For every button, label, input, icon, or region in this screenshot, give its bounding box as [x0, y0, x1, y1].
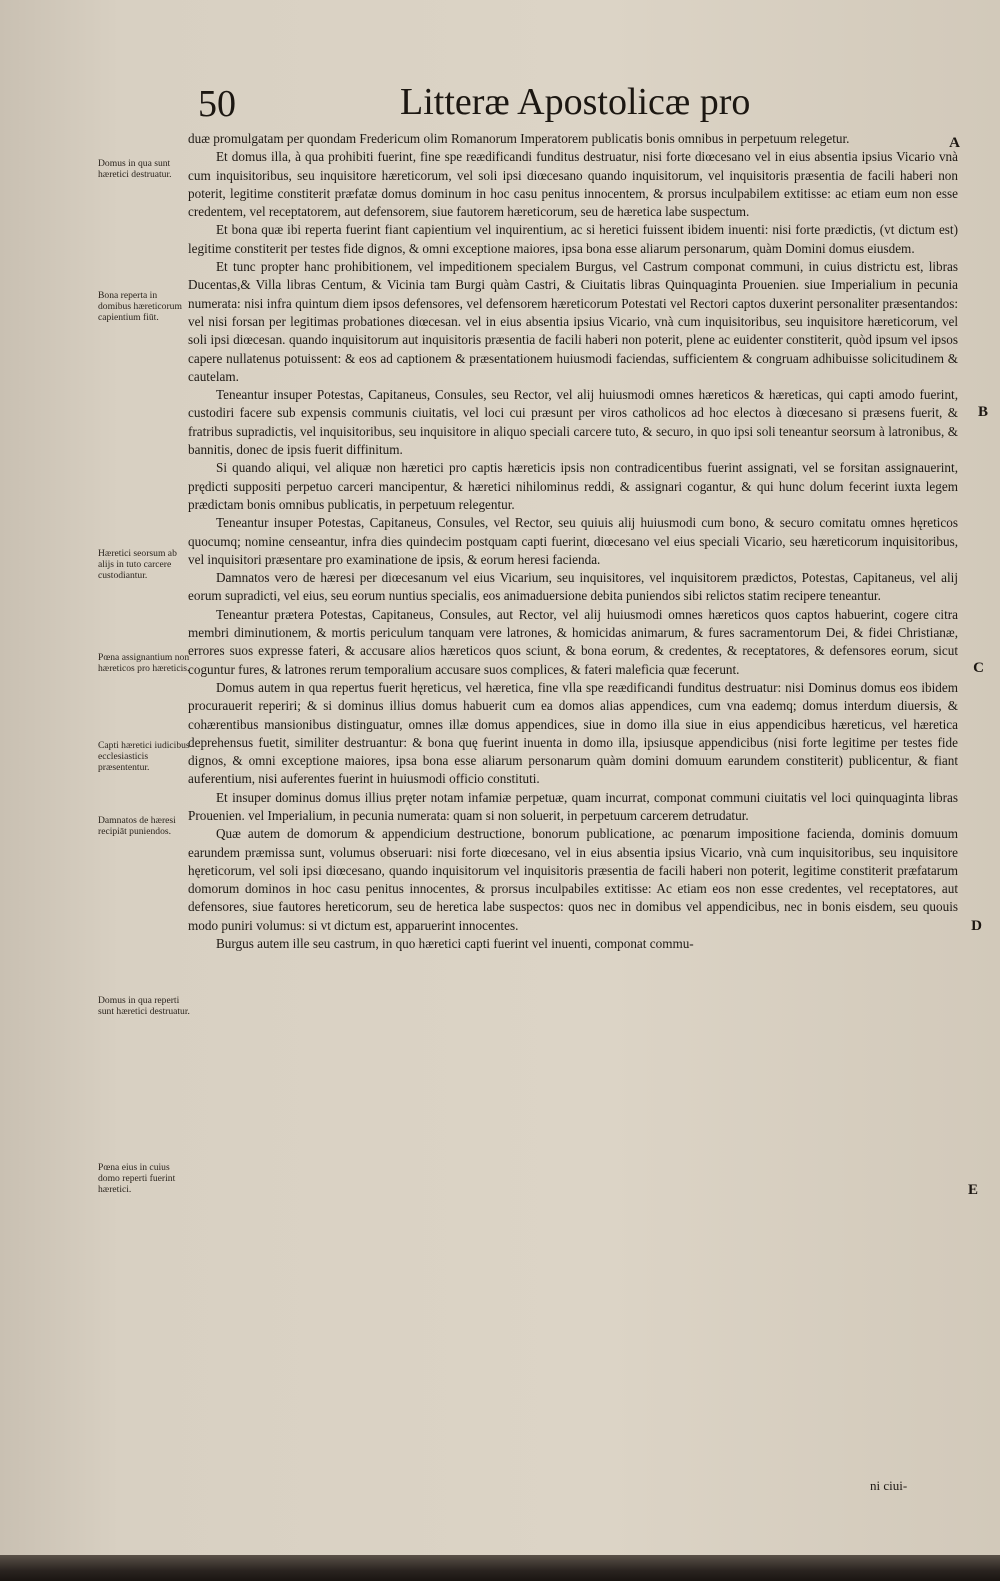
paragraph: Damnatos vero de hæresi per diœcesanum vel eius Vicarium, seu inquisitores, vel inquisitorem prædictos, Potestas, Capitaneus, vel alij eorum supradicti, vel eius, seu eorum nuntius specialis, eos animaduersione debita puniendos sibi relictos statim recipere teneantur. [188, 570, 958, 604]
page-header [190, 78, 750, 138]
running-title: Litteræ Apostolicæ pro [400, 81, 751, 123]
paragraph: Burgus autem ille seu castrum, in quo hæretici capti fuerint vel inuenti, componat commu- [216, 936, 694, 952]
section-marker-b: B [977, 404, 988, 420]
marginal-note: Pœna eius in cuius domo reperti fuerint hæretici. [98, 1162, 176, 1195]
paragraph: Et tunc propter hanc prohibitionem, vel impeditionem specialem Burgus, vel Castrum componat communi, in cuius districtu est, libras Ducentas,& Villa libras Centum, & Vicinia tam Burgi quàm Castri, & Ciuitatis libras Quinquaginta Prouenien. siue Imperialium in pecunia numerata: nisi infra quintum diem ipsos defensores, vel defensorem hæreticorum Potestati vel Rectori captos duxerint personaliter præsentandos: vel nisi forsan per legitimas probationes diœcesan. vel in eius absentia ipsius Vicario, vnà cum inquisitoribus, seu inquisitore hæreticorum, vel soli ipsi diœcesan. quando inquisitorum aut inquisitoris præsentia de facili haberi non poterit, plene ac euidenter constiterit, quòd ipsum vel ipsos capere nullatenus potuissent: & eos ad captionem & præsentationem huiusmodi faciendas, sufficientem & congruam adhibuisse solicitudinem & cautelam. [188, 259, 958, 384]
paragraph: Et insuper dominus domus illius pręter notam infamiæ perpetuæ, quam incurrat, componat communi ciuitatis vel loci quinquaginta libras Prouenien. vel Imperialium, in pecunia numerata: quam si non soluerit, in perpetuum carcerem detrudatur. [188, 789, 958, 823]
paragraph: Teneantur insuper Potestas, Capitaneus, Consules, seu Rector, vel alij huiusmodi omnes hæreticos & hæreticas, qui capti amodo fuerint, custodiri facere sub expensis communis ciuitatis, vel loci cui præsunt per viros catholicos ad hoc electos à diœcesano si præsens fuerit, & fratribus supradictis, vel inquisitoribus, seu inquisitore in aliquo speciali carcere tuto, & securo, in quo ipsi soli teneantur seorsum à latronibus, & bannitis, donec de ipsis fuerit diffinitum. [188, 387, 958, 458]
paragraph: Si quando aliqui, vel aliquæ non hæretici pro captis hæreticis ipsis non contradicentibus fuerint assignati, vel se forsitan assignauerint, prędicti suppositi perpetuo carceri mancipentur, & hæretici nihilominus reddi, & assignari cogantur, & qui hunc dolum fecerint iuxta legem prædictam bonis omnibus publicatis, in perpetuum relegentur. [188, 460, 958, 512]
marginal-note: Damnatos de hæresi recipiāt puniendos. [98, 815, 176, 837]
section-marker-d: D [971, 918, 982, 934]
paragraph: Quæ autem de domorum & appendicium destructione, bonorum publicatione, ac pœnarum impositione facienda, dominis domuum earundem præmissa sunt, volumus obseruari: nisi forte diœcesano, vel in eius absentia ipsius Vicario, vnà cum inquisitoribus, seu inquisitore hęreticorum, vel soli ipsi diœcesano, quando inquisitorum vel inquisitoris præsentia de facili haberi non poterit, legitime constiterit præfatarum domorum dominos in hoc casu penitus innocentes, & prorsus inculpabiles extitisse: Ac etiam eos non esse credentes, vel receptatores, aut defensores, siue fautores hereticorum, seu de heretica labe suspectos: quos nec in domibus vel appendicibus, nec in bonis eisdem, seu quouis modo puniri volumus: si vt dictum est, apparuerint innocentes. [188, 826, 958, 933]
section-marker-c: C [973, 660, 984, 676]
paragraph: Et bona quæ ibi reperta fuerint fiant capientium vel inquirentium, ac si heretici fuissent ibidem inuenti: nisi forte prædictis, (vt dictum est) legitime constiterit per testes fide dignos, & omni exceptione maiores, ipsa bona esse aliarum personarum, quàm Domini domus eiusdem. [188, 222, 958, 256]
catchword: ni ciui- [870, 1478, 908, 1493]
paragraph: Domus autem in qua repertus fuerit hęreticus, vel hæretica, fine vlla spe reædificandi funditus destruatur: nisi Dominus domus eos ibidem procurauerit reperiri; & si dominus illius domus habuerit cum ea domos alias appendices, cum vna eademq; domus interdum diuersis, & cohærentibus mansionibus distinguatur, omnes illæ domus appendices, siue in domo illa siue in eius appendicibus hæreticus, vel hæretica deprehensus fuetit, similiter destruantur: & bona quę fuerint inuenta in domo illa, ipsiusque appendicibus (nisi forte legitime per testes fide dignos, & omni exceptione maiores, ipsa bona esse aliarum personarum quàm domini domuum earundem constiterit) publicentur, & fiant auferentium, nisi auferentes fuerint in huiusmodi officio constituti. [188, 679, 958, 787]
marginal-note: Pœna assignantium non hæreticos pro hæreticis. [98, 652, 190, 674]
marginal-note: Capti hæretici iudicibus ecclesiasticis præsententur. [98, 740, 190, 773]
paragraph: Teneantur insuper Potestas, Capitaneus, Consules, vel Rector, seu quiuis alij huiusmodi cum bono, & securo comitatu omnes hęreticos quocumq; nomine censeantur, infra dies quindecim postquam capti fuerint, diœcesano vel eius speciali Vicario, seu hæreticorum inquisitoribus, vel inquisitori præsentare pro examinatione de ipsis, & eorum heresi facienda. [188, 515, 958, 567]
paragraph: duæ promulgatam per quondam Fredericum olim Romanorum Imperatorem publicatis bonis omnibus in perpetuum relegetur. [188, 131, 850, 146]
paragraph: Et domus illa, à qua prohibiti fuerint, fine spe reædificandi funditus destruatur, nisi forte diœcesano vel in eius absentia ipsius Vicario vnà cum inquisitoribus, seu inquisitore hæreticorum, vel soli ipsi diœcesano quando inquisitorum, vel inquisitoris præsentia de facili haberi non poterit, legitime constiterit præfatæ domus dominum in hoc casu penitus innocentem, & prorsus inculpabilem extitisse: ac etiam eum non esse credentem, vel receptatorem, aut defensorem, siue fautorem hæreticorum, seu de hæretica labe suspectum. [188, 149, 958, 220]
marginal-note: Domus in qua reperti sunt hæretici destruatur. [98, 995, 190, 1017]
main-text [188, 130, 958, 953]
marginal-note: Hæretici seorsum ab alijs in tuto carcere custodiantur. [98, 548, 177, 581]
section-marker-a: A [949, 135, 960, 151]
section-marker-e: E [967, 1182, 978, 1198]
paragraph: Teneantur prætera Potestas, Capitaneus, Consules, aut Rector, vel alij huiusmodi omnes hæreticos quos captos habuerint, cogere citra membri diminutionem, & mortis periculum tanquam vere latrones, & homicidas animarum, & fures sacramentorum Dei, & fidei Christianæ, errores suos expresse fateri, & accusare alios hæreticos quos sciunt, & bona eorum, & credentes, & receptatores, & defensores eorum, sicut coguntur fures, & latrones rerum temporalium accusare suos complices, & fateri malefìcia quæ fecerunt. [188, 606, 958, 677]
marginal-note: Bona reperta in domibus hæreticorum capientium fiūt. [98, 290, 182, 323]
page-bottom-edge [0, 1555, 1000, 1581]
marginal-note: Domus in qua sunt hæretici destruatur. [98, 158, 172, 180]
page-number: 50 [198, 83, 236, 125]
